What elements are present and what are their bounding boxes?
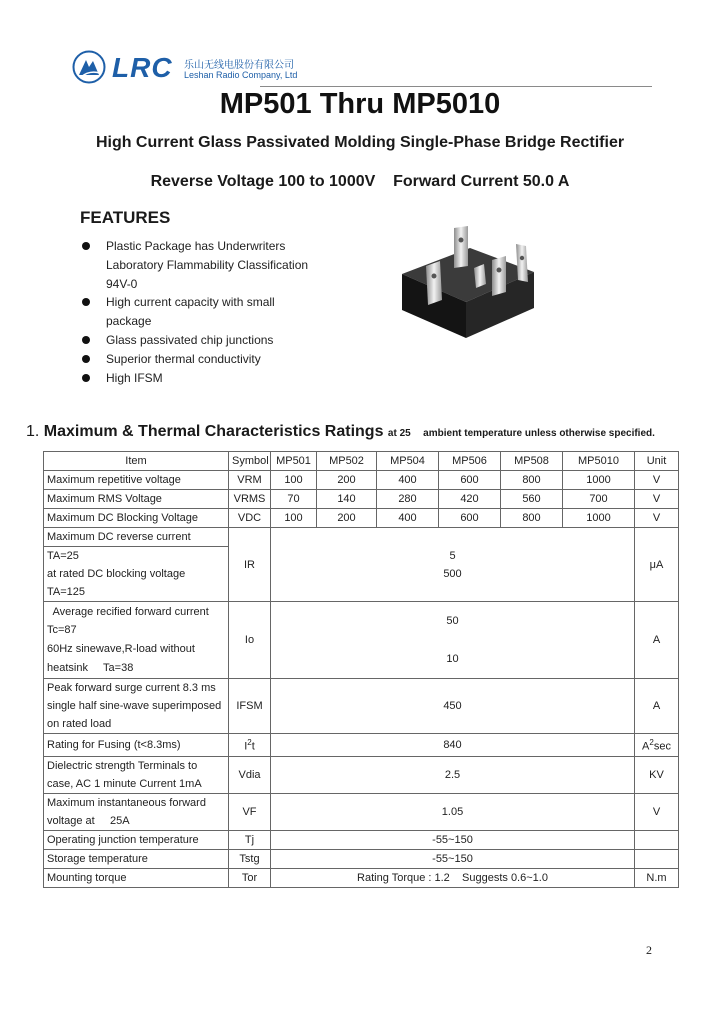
unit-cell: V	[635, 471, 679, 490]
symbol-cell: Tor	[229, 868, 271, 887]
header-cell: Symbol	[229, 452, 271, 471]
value-cell	[271, 602, 635, 679]
value-cell: 600	[439, 509, 501, 528]
unit-cell	[635, 849, 679, 868]
table-row	[44, 602, 679, 622]
item-cell: Maximum repetitive voltage	[44, 471, 229, 490]
value-cell: 800	[501, 471, 563, 490]
section-number: 1.	[26, 423, 40, 440]
item-cell: Maximum DC Blocking Voltage	[44, 509, 229, 528]
value-cell: 280	[377, 490, 439, 509]
item-cell: TA=125	[44, 583, 229, 602]
item-cell: Maximum instantaneous forward	[44, 793, 229, 812]
ir-value-ta125: 500	[443, 567, 462, 580]
value-cell: 1000	[563, 509, 635, 528]
value-cell: 700	[563, 490, 635, 509]
unit-cell: KV	[635, 756, 679, 793]
item-cell: case, AC 1 minute Current 1mA	[44, 775, 229, 794]
value-cell: 450	[271, 679, 635, 734]
unit-cell: N.m	[635, 868, 679, 887]
ratings-table	[43, 451, 679, 888]
table-row	[44, 679, 679, 698]
unit-cell: A	[635, 602, 679, 679]
table-row	[44, 793, 679, 812]
table-row	[44, 734, 679, 757]
value-cell: 400	[377, 509, 439, 528]
table-header-row	[44, 452, 679, 471]
value-cell	[271, 528, 635, 602]
symbol-cell: Tj	[229, 830, 271, 849]
value-cell: 1.05	[271, 793, 635, 830]
forward-current-rating: Forward Current 50.0 A	[393, 173, 570, 190]
table-row	[44, 471, 679, 490]
value-cell: 400	[377, 471, 439, 490]
io-value-ta38: 10	[446, 653, 459, 665]
value-cell: 420	[439, 490, 501, 509]
header-cell: Item	[44, 452, 229, 471]
symbol-cell: Io	[229, 602, 271, 679]
feature-item: Plastic Package has Underwriters Laboratory Flammability Classification 94V-0	[80, 237, 310, 293]
item-cell: Average recified forward current	[44, 602, 229, 622]
item-cell: Operating junction temperature	[44, 830, 229, 849]
symbol-cell: Vdia	[229, 756, 271, 793]
item-cell: Maximum RMS Voltage	[44, 490, 229, 509]
header-cell: MP502	[317, 452, 377, 471]
symbol-cell: VDC	[229, 509, 271, 528]
features-list	[80, 237, 310, 387]
symbol-cell: VRMS	[229, 490, 271, 509]
symbol-cell: VRM	[229, 471, 271, 490]
ratings-summary	[0, 173, 720, 191]
item-cell: Mounting torque	[44, 868, 229, 887]
logo-text: LRC	[112, 52, 173, 83]
header-cell: MP5010	[563, 452, 635, 471]
value-cell: 200	[317, 471, 377, 490]
table-row	[44, 830, 679, 849]
value-cell: 140	[317, 490, 377, 509]
company-logo	[72, 50, 302, 86]
table-row	[44, 756, 679, 775]
io-value-tc87: 50	[446, 615, 459, 627]
value-cell: -55~150	[271, 849, 635, 868]
header-cell: Unit	[635, 452, 679, 471]
item-cell: at rated DC blocking voltage	[44, 565, 229, 583]
lrc-emblem-icon	[72, 50, 106, 84]
table-row	[44, 868, 679, 887]
value-cell: 200	[317, 509, 377, 528]
item-cell: single half sine-wave superimposed	[44, 697, 229, 715]
item-cell: 60Hz sinewave,R-load without	[44, 640, 229, 659]
value-cell: 2.5	[271, 756, 635, 793]
company-name-cn: 乐山无线电股份有限公司	[184, 60, 294, 71]
value-cell: 840	[271, 734, 635, 757]
section-condition: ambient temperature unless otherwise specified.	[423, 428, 655, 439]
bridge-rectifier-package-image	[392, 222, 542, 342]
item-cell: Storage temperature	[44, 849, 229, 868]
value-cell: 600	[439, 471, 501, 490]
value-cell: 100	[271, 509, 317, 528]
symbol-cell: VF	[229, 793, 271, 830]
item-cell: Tc=87	[44, 621, 229, 640]
symbol-cell: Tstg	[229, 849, 271, 868]
value-cell: 800	[501, 509, 563, 528]
feature-item: High current capacity with small package	[80, 293, 310, 331]
page-title: MP501 Thru MP5010	[219, 88, 501, 120]
unit-cell: V	[635, 509, 679, 528]
table-row	[44, 528, 679, 547]
value-cell: 1000	[563, 471, 635, 490]
company-name-en: Leshan Radio Company, Ltd	[184, 70, 298, 80]
symbol-cell: $I^2t$	[229, 734, 271, 757]
value-cell: -55~150	[271, 830, 635, 849]
value-cell: 70	[271, 490, 317, 509]
table-row	[44, 509, 679, 528]
unit-cell: V	[635, 793, 679, 830]
symbol-cell: IR	[229, 528, 271, 602]
table-row	[44, 849, 679, 868]
page-subtitle: High Current Glass Passivated Molding Single-Phase Bridge Rectifier	[95, 134, 625, 151]
unit-cell: $A^2\sec$	[635, 734, 679, 757]
header-cell: MP504	[377, 452, 439, 471]
section-heading	[26, 423, 655, 441]
header-cell: MP508	[501, 452, 563, 471]
item-cell: TA=25	[44, 547, 229, 566]
feature-item: Glass passivated chip junctions	[80, 331, 310, 350]
value-cell: 100	[271, 471, 317, 490]
section-title: Maximum & Thermal Characteristics Ratings	[43, 423, 384, 440]
feature-item: Superior thermal conductivity	[80, 350, 310, 369]
unit-cell: V	[635, 490, 679, 509]
reverse-voltage-rating: Reverse Voltage 100 to 1000V	[150, 173, 376, 190]
item-cell: Rating for Fusing (t<8.3ms)	[44, 734, 229, 757]
table-row	[44, 490, 679, 509]
item-cell: Maximum DC reverse current	[44, 528, 229, 547]
value-cell: 560	[501, 490, 563, 509]
value-cell: Rating Torque : 1.2 Suggests 0.6~1.0	[271, 868, 635, 887]
item-cell: heatsink Ta=38	[44, 659, 229, 679]
item-cell: on rated load	[44, 715, 229, 734]
item-cell: Dielectric strength Terminals to	[44, 756, 229, 775]
features-heading: FEATURES	[80, 208, 171, 227]
item-cell: Peak forward surge current 8.3 ms	[44, 679, 229, 698]
unit-cell: A	[635, 679, 679, 734]
header-cell: MP506	[439, 452, 501, 471]
page-number: 2	[646, 943, 652, 957]
item-cell: voltage at 25A	[44, 812, 229, 831]
unit-cell	[635, 830, 679, 849]
header-cell: MP501	[271, 452, 317, 471]
section-at: at 25	[387, 428, 411, 439]
feature-item: High IFSM	[80, 369, 310, 388]
ir-value-ta25: 5	[449, 549, 456, 562]
header-divider	[260, 86, 652, 87]
unit-cell: μA	[635, 528, 679, 602]
symbol-cell: IFSM	[229, 679, 271, 734]
